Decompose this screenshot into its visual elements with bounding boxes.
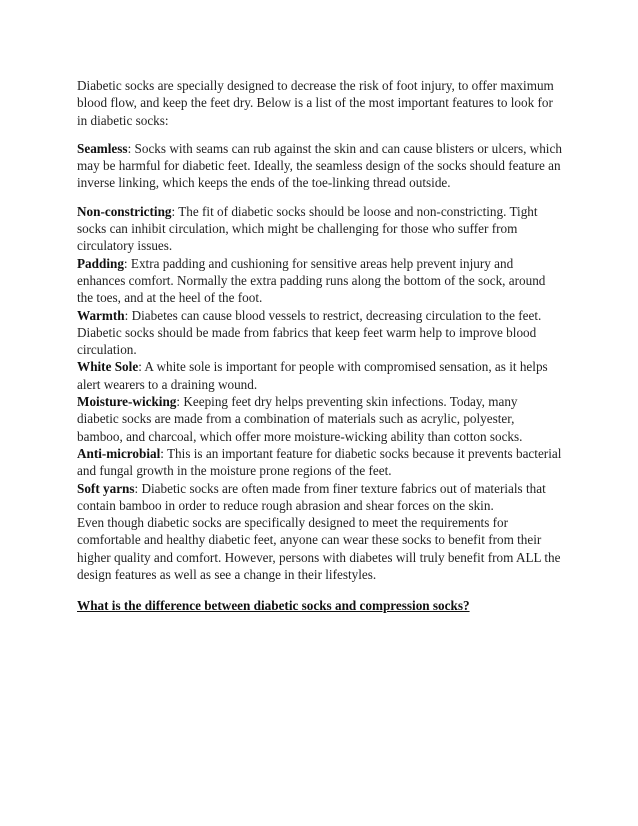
feature-white-sole xyxy=(77,358,562,393)
feature-term: Padding xyxy=(77,255,124,271)
feature-description: : This is an important feature for diabetic socks because it prevents bacterial and fungal growth in the moisture prone regions of the feet. xyxy=(77,445,562,479)
feature-description: : Diabetes can cause blood vessels to restrict, decreasing circulation to the feet. Diabetic socks should be made from fabrics that keep feet warm help to improve blood circulation. xyxy=(77,307,542,358)
feature-term: Moisture-wicking xyxy=(77,394,177,410)
feature-description: : The fit of diabetic socks should be loose and non-constricting. Tight socks can inhibit circulation, which might be challenging for those who suffer from circulatory issues. xyxy=(77,203,538,254)
feature-description: : Socks with seams can rub against the skin and can cause blisters or ulcers, which may be harmful for diabetic feet. Ideally, the seamless design of the socks should feature an inverse linking, which keeps the ends of the toe-linking thread outside. xyxy=(77,140,562,191)
feature-warmth xyxy=(77,307,562,359)
feature-description: : A white sole is important for people with compromised sensation, as it helps alert wearers to a draining wound. xyxy=(77,359,548,392)
feature-non-constricting xyxy=(77,203,562,255)
feature-term: Non-constricting xyxy=(77,203,172,219)
feature-padding xyxy=(77,255,562,307)
feature-moisture-wicking xyxy=(77,393,562,445)
section-heading: What is the difference between diabetic socks and compression socks? xyxy=(77,598,470,614)
feature-term: Seamless xyxy=(77,140,128,156)
feature-description: : Diabetic socks are often made from finer texture fabrics out of materials that contain bamboo in order to reduce rough abrasion and shear forces on the skin. xyxy=(77,480,546,513)
feature-term: Soft yarns xyxy=(77,480,135,496)
feature-description: : Keeping feet dry helps preventing skin infections. Today, many diabetic socks are made from a combination of materials such as acrylic, polyester, bamboo, and charcoal, which offer more moisture-wicking ability than cotton socks. xyxy=(77,394,523,444)
feature-term: Warmth xyxy=(77,307,125,323)
intro-paragraph: Diabetic socks are specially designed to decrease the risk of foot injury, to offer maximum blood flow, and keep the feet dry. Below is a list of the most important features to look for in diabetic socks: xyxy=(77,78,554,128)
feature-description: : Extra padding and cushioning for sensitive areas help prevent injury and enhances comfort. Normally the extra padding runs along the bottom of the sock, around the toes, and at the heel of the foot. xyxy=(77,255,546,306)
document-body xyxy=(77,77,562,615)
feature-term: White Sole xyxy=(77,359,139,375)
feature-anti-microbial xyxy=(77,445,562,480)
feature-term: Anti-microbial xyxy=(77,445,161,461)
feature-seamless xyxy=(77,140,562,192)
feature-soft-yarns xyxy=(77,480,562,515)
closing-paragraph: Even though diabetic socks are specifically designed to meet the requirements for comfortable and healthy diabetic feet, anyone can wear these socks to benefit from their higher quality and comfort. However, persons with diabetes will truly benefit from ALL the design features as well as see a change in their lifestyles. xyxy=(77,515,561,583)
